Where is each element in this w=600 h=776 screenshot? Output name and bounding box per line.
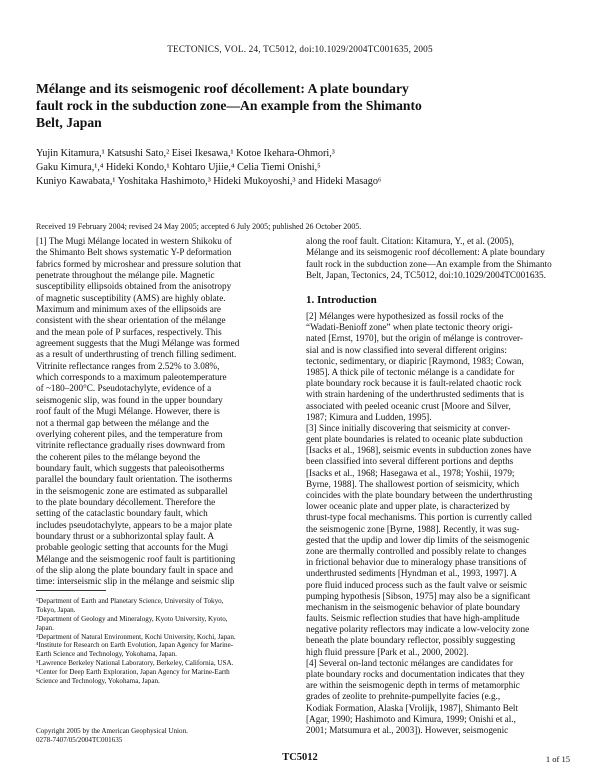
abstract-line: includes pseudotachylyte, appears to be a major plate (36, 519, 232, 530)
abstract-continuation (306, 236, 563, 281)
body-line: plate boundary rocks and documentation indicates that they (306, 669, 525, 679)
abstract-line: and the mean pole of P surfaces, respectively. This (36, 326, 222, 337)
abstract-line: fabrics formed by microshear and pressure solution that (36, 258, 241, 269)
body-line: thrust-type focal mechanisms. This portion is currently called (306, 512, 532, 523)
abstract-line: the coherent piles to the mélange beyond the (36, 451, 201, 462)
body-line: underthrusted sediments [Hyndman et al., 1993, 1997]. A (306, 568, 518, 579)
author-line: Yujin Kitamura,¹ Katsushi Sato,² Eisei Ikesawa,¹ Kotoe Ikehara-Ohmori,³ (36, 148, 335, 159)
body-line: lower oceanic plate and upper plate, is characterized by (306, 501, 510, 512)
abstract-line: seismogenic slip, was found in the upper boundary (36, 394, 223, 405)
title-line: Belt, Japan (36, 115, 102, 130)
abstract-line: boundary thrust or a subhorizontal splay fault. A (36, 530, 215, 541)
received-dates: Received 19 February 2004; revised 24 May 2005; accepted 6 July 2005; published 26 October 2005. (36, 222, 362, 231)
body-line: [Agar, 1990; Hashimoto and Kimura, 1999; Onishi et al., (306, 713, 516, 724)
footnote-line: ¹Department of Earth and Planetary Science, University of Tokyo, (36, 597, 224, 605)
footnote-line: Earth Science and Technology, Yokohama, Japan. (36, 650, 177, 659)
paper-title (36, 80, 506, 131)
abstract-line: Mélange and the seismogenic roof fault is partitioning (36, 553, 236, 564)
body-line: nated [Ernst, 1970], but the origin of mélange is controver- (306, 333, 523, 344)
abstract-line: in the seismogenic zone are estimated as subparallel (36, 485, 228, 496)
body-line: [Isacks et al., 1968], seismic events in subduction zones have (306, 445, 532, 456)
abstract-line: of ~180–200°C. Pseudotachylyte, evidence of a (36, 383, 212, 394)
abstract-line: setting of the cataclastic boundary fault, which (36, 508, 208, 519)
abstract-line: as a result of underthrusting of trench filling sediment. (36, 349, 237, 360)
body-line: 1987; Kimura and Ludden, 1995]. (306, 411, 432, 422)
running-head: TECTONICS, VOL. 24, TC5012, doi:10.1029/2004TC001635, 2005 (167, 44, 433, 54)
abstract-line: of magnetic susceptibility (AMS) are highly oblate. (36, 292, 226, 303)
copyright-line: Copyright 2005 by the American Geophysical Union. (36, 727, 188, 735)
author-line: Gaku Kimura,¹,⁴ Hideki Kondo,¹ Kohtaro Ujiie,⁴ Celia Tiemi Onishi,⁵ (36, 162, 321, 173)
abstract (36, 236, 291, 588)
body-line: sial and is now classified into several different origins: (306, 344, 507, 355)
body-line: 1985]. A thick pile of tectonic mélange is a candidate for (306, 366, 515, 377)
body-line: Byrne, 1988]. The shallowest portion of seismicity, which (306, 478, 520, 489)
abstract-line: Mélange and its seismogenic roof décollement: A plate boundary (306, 247, 545, 258)
body-line: with strain hardening of the underthrusted sediments that is (306, 389, 524, 400)
abstract-line: probable geologic setting that accounts for the Mugi (36, 542, 229, 553)
body-line: in frictional behavior due to mineralogy phase transitions of (306, 557, 527, 568)
abstract-line: penetrate throughout the mélange pile. Magnetic (36, 270, 215, 281)
footnote-line: Tokyo, Japan. (36, 605, 76, 614)
title-line: fault rock in the subduction zone—An example from the Shimanto (36, 98, 422, 113)
abstract-line: the Shimanto Belt shows systematic Y-P deformation (36, 247, 232, 258)
body-line: 2001; Matsumura et al., 2003]). However, seismogenic (306, 724, 509, 735)
body-line: [Isacks et al., 1968; Hasegawa et al., 1978; Yoshii, 1979; (306, 467, 515, 478)
body-line: negative polarity reflectors may indicate a low-velocity zone (306, 624, 530, 635)
footnote-line: ⁵Lawrence Berkeley National Laboratory, Berkeley, California, USA. (36, 659, 234, 668)
body-line: the seismogenic zone [Byrne, 1988]. Recently, it was sug- (306, 523, 520, 534)
article-code: TC5012 (282, 752, 318, 763)
body-line: gent plate boundaries is related to oceanic plate subduction (306, 434, 523, 445)
abstract-line: [1] The Mugi Mélange located in western Shikoku of (36, 236, 232, 246)
body-line: associated with peeled oceanic crust [Moore and Silver, (306, 400, 511, 411)
body-line: high fluid pressure [Park et al., 2000, 2002]. (306, 646, 469, 657)
abstract-line: vitrinite reflectance gradually rises downward from (36, 440, 226, 451)
abstract-line: of the slip along the plate boundary fault in space and (36, 564, 233, 575)
footnote-divider (36, 590, 106, 591)
page-number: 1 of 15 (545, 754, 570, 764)
abstract-line: which corresponds to a maximum paleotemperature (36, 372, 227, 383)
author-line: Kuniyo Kawabata,¹ Yoshitaka Hashimoto,³ Hideki Mukoyoshi,³ and Hideki Masago⁶ (36, 176, 382, 187)
footnote-line: ⁴Institute for Research on Earth Evolution, Japan Agency for Marine- (36, 641, 234, 650)
copyright-line: 0278-7407/05/2004TC001635 (36, 735, 123, 744)
copyright-notice (36, 727, 288, 745)
abstract-line: roof fault of the Mugi Mélange. However, there is (36, 406, 220, 417)
body-line: [2] Mélanges were hypothesized as fossil rocks of the (306, 311, 504, 321)
footnote-line: ⁶Center for Deep Earth Exploration, Japan Agency for Marine-Earth (36, 668, 230, 677)
affiliation-footnotes (36, 597, 288, 686)
abstract-line: to the plate boundary décollement. Therefore the (36, 496, 216, 507)
section-heading: 1. Introduction (306, 294, 377, 306)
footnote-line: ³Department of Natural Environment, Kochi University, Kochi, Japan. (36, 632, 236, 641)
abstract-line: overlying coherent piles, and the temperature from (36, 428, 223, 439)
body-line: tectonic, sedimentary, or diapiric [Raymond, 1983; Cowan, (306, 355, 524, 366)
abstract-line: fault rock in the subduction zone—An example from the Shimanto (306, 258, 552, 269)
abstract-line: Maximum and minimum axes of the ellipsoids are (36, 304, 221, 315)
body-line: [4] Several on-land tectonic mélanges are candidates for (306, 657, 513, 668)
author-list (36, 147, 556, 189)
body-line: are within the seismogenic depth in terms of metamorphic (306, 680, 520, 691)
body-line: mechanism in the seismogenic behavior of plate boundary (306, 601, 521, 612)
abstract-line: boundary fault, which suggests that paleoisotherms (36, 462, 225, 473)
body-line: “Wadati-Benioff zone” when plate tectonic theory origi- (306, 322, 513, 333)
introduction-body (306, 311, 563, 736)
abstract-line: Vitrinite reflectance ranges from 2.52% to 3.08%, (36, 360, 220, 371)
body-line: pore fluid induced process such as the fault valve or seismic (306, 579, 527, 590)
abstract-line: along the roof fault. Citation: Kitamura, Y., et al. (2005), (306, 236, 514, 246)
body-line: [3] Since initially discovering that seismicity at conver- (306, 422, 511, 433)
abstract-line: Belt, Japan, Tectonics, 24, TC5012, doi:10.1029/2004TC001635. (306, 270, 546, 281)
body-line: plate boundary rock because it is fault-related chaotic rock (306, 378, 522, 389)
body-line: been classified into several different portions and depths (306, 456, 514, 467)
body-line: pumping hypothesis [Sibson, 1975] may also be a significant (306, 590, 531, 601)
body-line: gested that the updip and lower dip limits of the seismogenic (306, 534, 530, 545)
footnote-line: Japan. (36, 623, 54, 632)
body-line: zone are thermally controlled and possibly relate to changes (306, 545, 527, 556)
footnote-line: Science and Technology, Yokohama, Japan. (36, 677, 160, 686)
abstract-line: consistent with the shear orientation of the mélange (36, 315, 226, 326)
body-line: coincides with the plate boundary between the underthrusting (306, 490, 533, 500)
body-line: beneath the plate boundary reflector, possibly suggesting (306, 635, 516, 646)
abstract-line: parallel the boundary fault orientation. The isotherms (36, 474, 233, 485)
title-line: Mélange and its seismogenic roof décollement: A plate boundary (36, 81, 409, 96)
body-line: Kodiak Formation, Alaska [Vrolijk, 1987], Shimanto Belt (306, 702, 519, 713)
body-line: faults. Seismic reflection studies that have high-amplitude (306, 613, 520, 624)
abstract-line: susceptibility ellipsoids obtained from the anisotropy (36, 281, 232, 292)
abstract-line: not a thermal gap between the mélange and the (36, 417, 209, 428)
abstract-line: agreement suggests that the Mugi Mélange was formed (36, 338, 240, 349)
abstract-line: time: interseismic slip in the mélange and seismic slip (36, 576, 235, 587)
footnote-line: ²Department of Geology and Mineralogy, Kyoto University, Kyoto, (36, 614, 228, 623)
body-line: grades of zeolite to prehnite-pumpellyite facies (e.g., (306, 691, 501, 702)
